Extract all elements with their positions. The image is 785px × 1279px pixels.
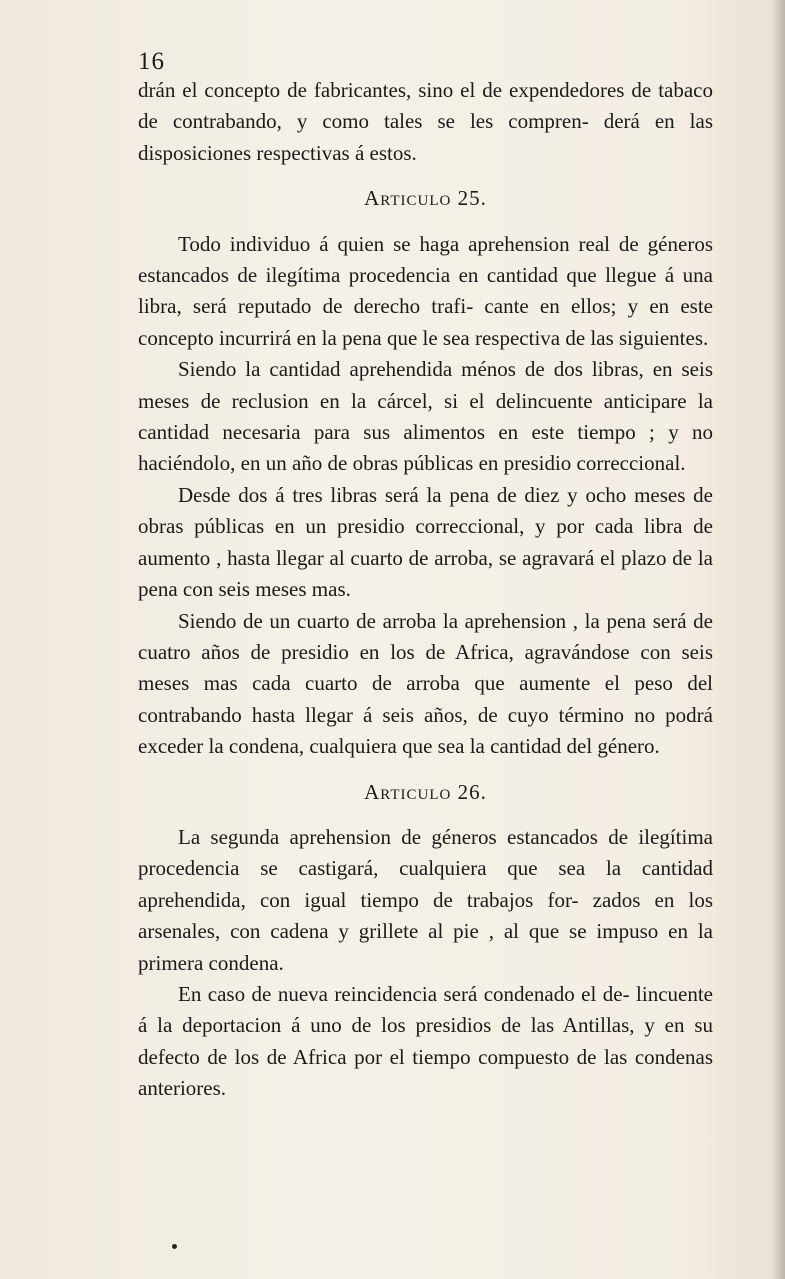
article-25-paragraph-2: Siendo la cantidad aprehendida ménos de dos libras, en seis meses de reclusion en la cárcel, si el delincuente anticipare la cantidad necesaria para sus alimentos en este tiempo ; y no haciéndolo, en un año de obras públicas en presidio correccional.: [138, 357, 713, 476]
page-edge-shadow: [771, 0, 785, 1279]
article-26-heading: Articulo 26.: [364, 779, 487, 804]
ink-speck: [172, 1244, 177, 1249]
article-25-paragraph-1: Todo individuo á quien se haga aprehension real de géneros estancados de ilegítima procedencia en cantidad que llegue á una libra, será reputado de derecho trafi- cante en ellos; y en este concepto incurrirá en la pena que le sea respectiva de las siguientes.: [138, 231, 713, 350]
article-25-paragraph-3: Desde dos á tres libras será la pena de diez y ocho meses de obras públicas en un presidio correccional, y por cada libra de aumento , hasta llegar al cuarto de arroba, se agravará el plazo de la pena con seis meses mas.: [138, 482, 713, 602]
article-25-heading: Articulo 25.: [364, 186, 487, 211]
article-26-paragraph-2: En caso de nueva reincidencia será condenado el de- lincuente á la deportacion á uno de los presidios de las Antillas, y en su defecto de los de Africa por el tiempo compuesto de las condenas anteriores.: [138, 981, 713, 1101]
continued-paragraph: drán el concepto de fabricantes, sino el de expendedores de tabaco de contrabando, y como tales se les compren- derá en las disposiciones respectivas á estos.: [138, 78, 713, 165]
article-26-paragraph-1: La segunda aprehension de géneros estancados de ilegítima procedencia se castigará, cualquiera que sea la cantidad aprehendida, con igual tiempo de trabajos for- zados en los arsenales, con cadena y grillete al pie , al que se impuso en la primera condena.: [138, 824, 713, 975]
page-number: 16: [138, 48, 165, 75]
page-text: [138, 75, 713, 1105]
article-25-paragraph-4: Siendo de un cuarto de arroba la aprehension , la pena será de cuatro años de presidio en los de Africa, agravándose con seis meses mas cada cuarto de arroba que aumente el peso del contrabando hasta llegar á seis años, de cuyo término no podrá exceder la condena, cualquiera que sea la cantidad del género.: [138, 608, 713, 759]
